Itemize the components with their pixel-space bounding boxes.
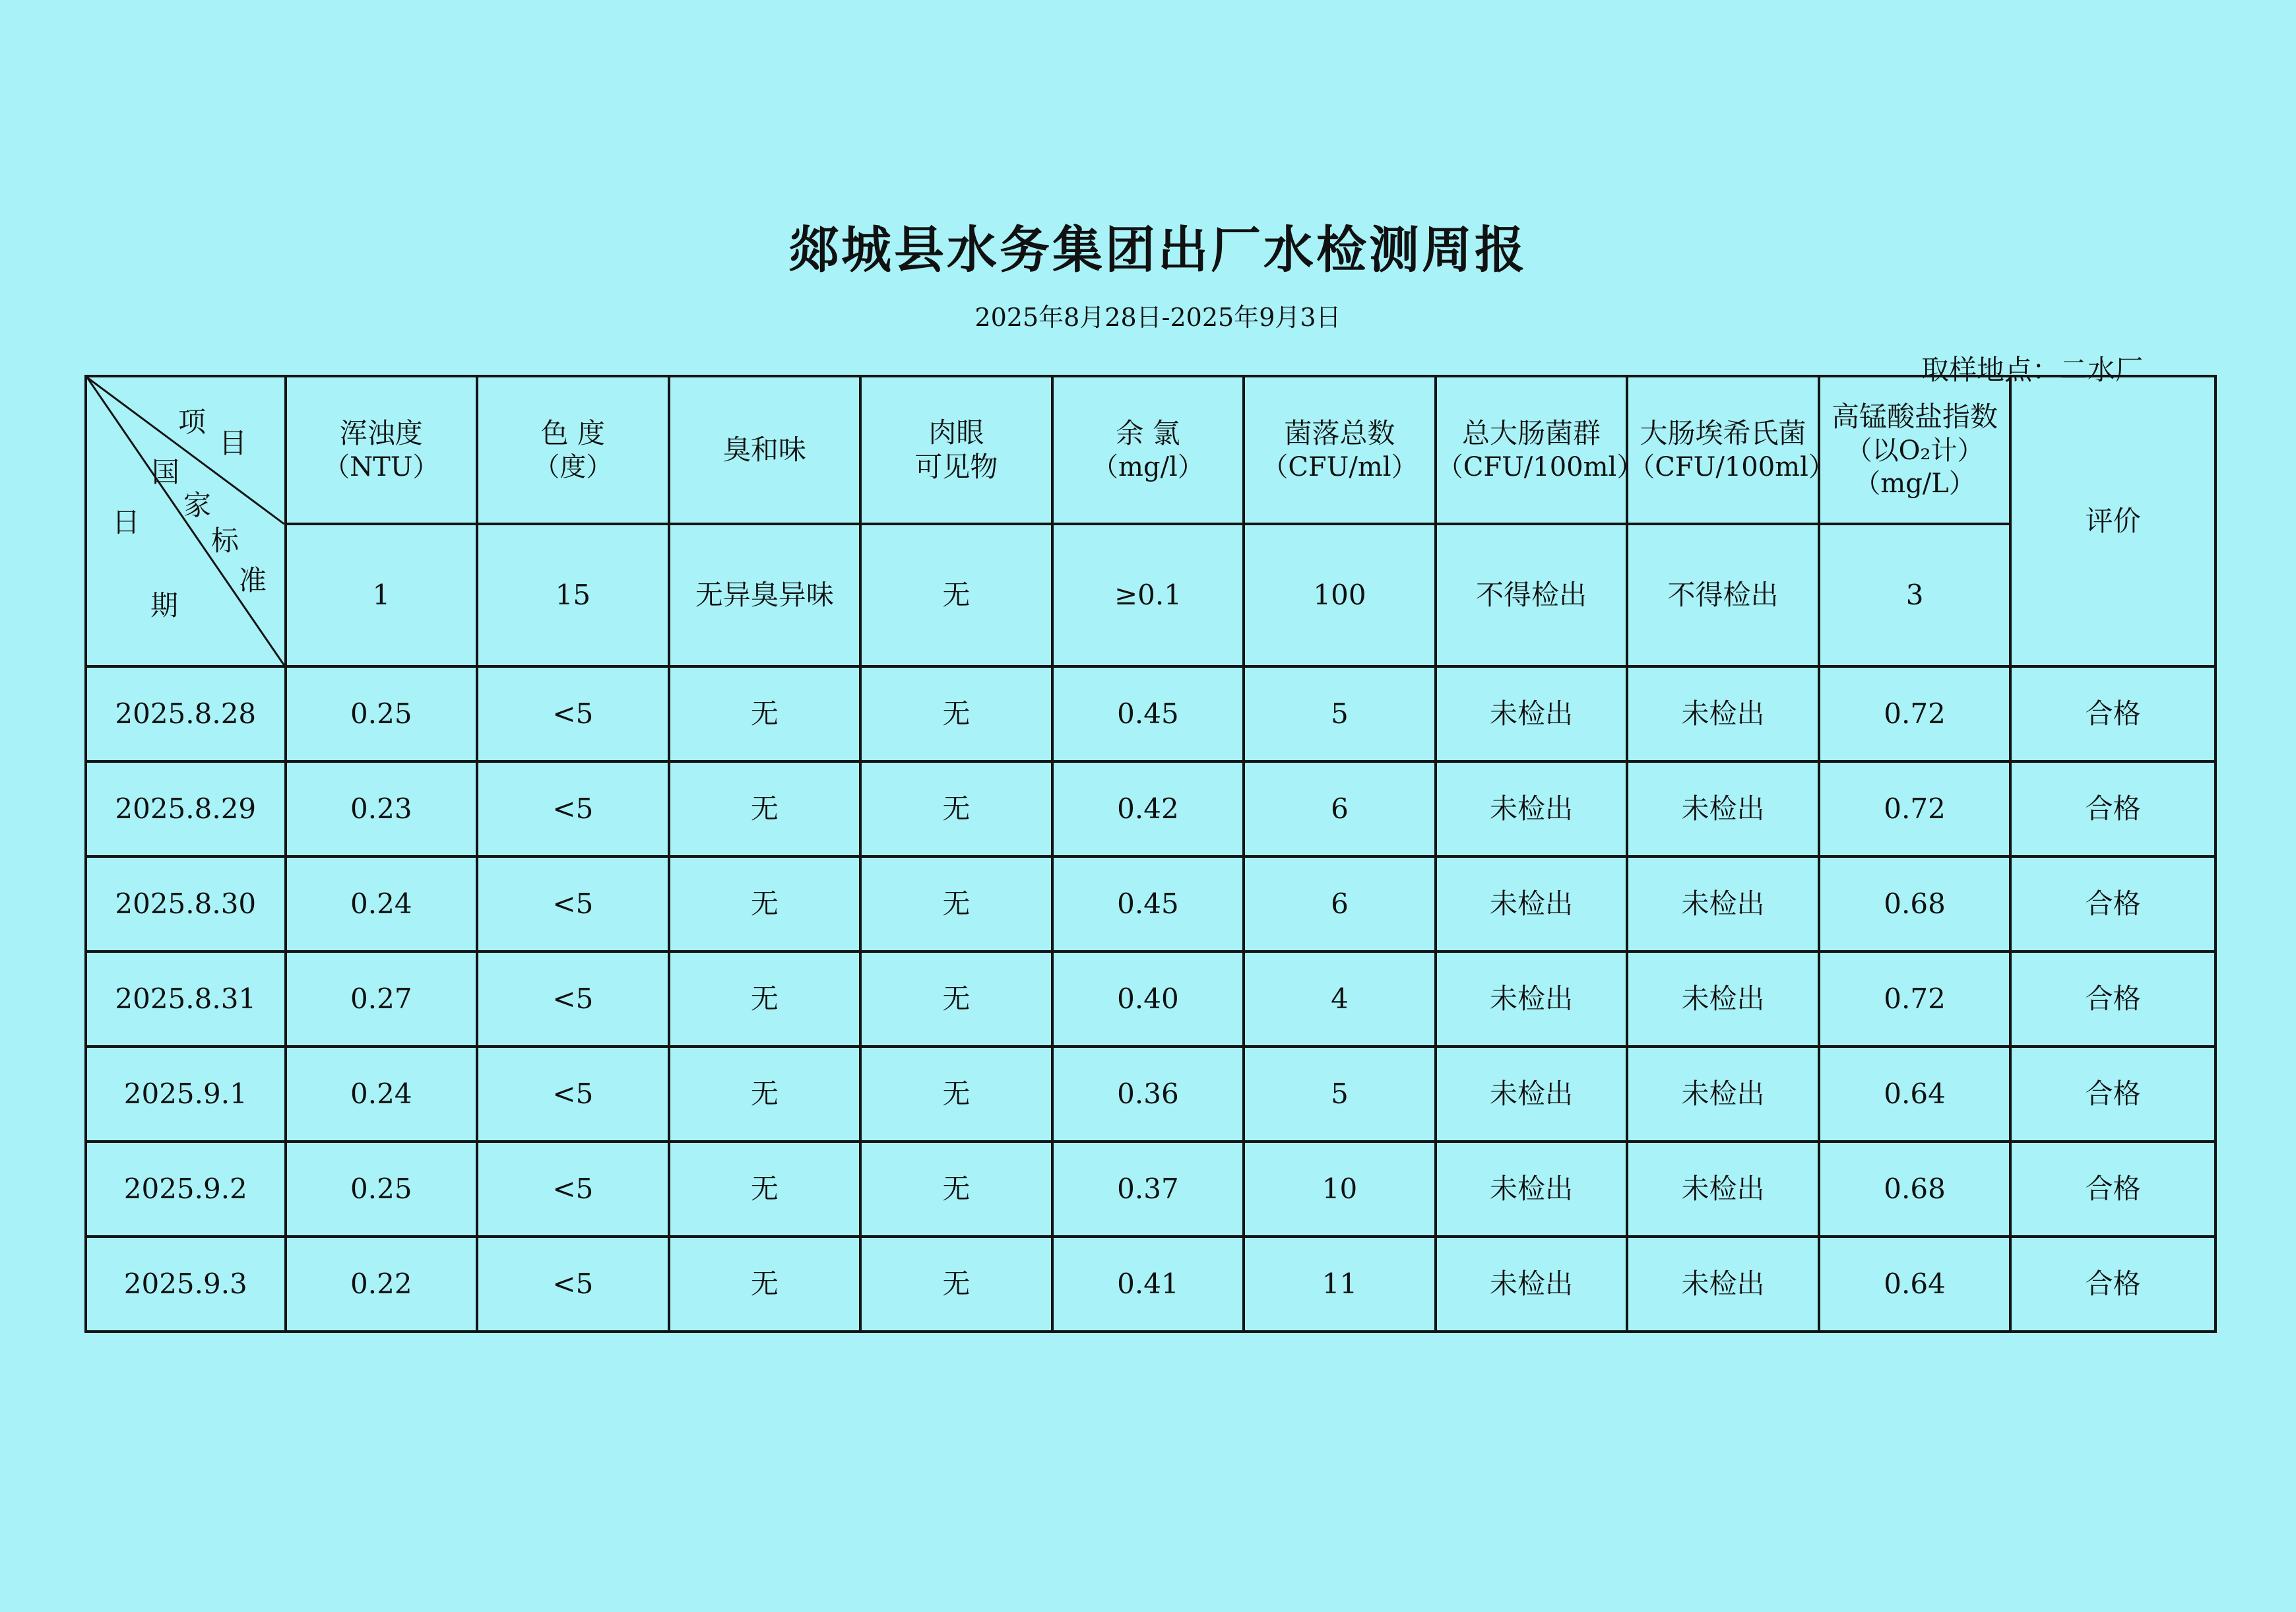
row-date: 2025.9.3	[86, 1237, 286, 1332]
row-evaluation: 合格	[2010, 856, 2216, 951]
turbidity-name: 浑浊度	[339, 416, 423, 449]
row-colony: 11	[1244, 1237, 1436, 1332]
row-evaluation: 合格	[2010, 761, 2216, 856]
row-color: <5	[477, 1047, 669, 1142]
header-row	[86, 376, 2216, 524]
visible-name: 肉眼	[928, 416, 984, 449]
row-chlorine: 0.41	[1052, 1237, 1244, 1332]
row-visible: 无	[860, 951, 1052, 1047]
row-color: <5	[477, 1237, 669, 1332]
row-colony: 6	[1244, 761, 1436, 856]
row-date: 2025.8.29	[86, 761, 286, 856]
row-colony: 4	[1244, 951, 1436, 1047]
row-coliform: 未检出	[1436, 666, 1628, 761]
standard-turbidity: 1	[286, 524, 478, 666]
row-chlorine: 0.45	[1052, 856, 1244, 951]
corner-date-label-a: 日	[112, 506, 141, 538]
row-color: <5	[477, 761, 669, 856]
row-chlorine: 0.40	[1052, 951, 1244, 1047]
row-permanganate: 0.68	[1819, 856, 2011, 951]
standard-row	[86, 524, 2216, 666]
row-permanganate: 0.64	[1819, 1237, 2011, 1332]
corner-std-label-a: 国	[152, 456, 180, 488]
row-odor: 无	[669, 761, 861, 856]
row-date: 2025.8.31	[86, 951, 286, 1047]
color-unit: （度）	[533, 452, 613, 483]
row-visible: 无	[860, 761, 1052, 856]
row-colony: 5	[1244, 666, 1436, 761]
row-turbidity: 0.22	[286, 1237, 478, 1332]
row-colony: 6	[1244, 856, 1436, 951]
row-color: <5	[477, 666, 669, 761]
row-turbidity: 0.24	[286, 856, 478, 951]
coliform-name: 总大肠菌群	[1461, 416, 1601, 449]
table-row	[86, 1142, 2216, 1237]
row-turbidity: 0.24	[286, 1047, 478, 1142]
standard-coliform: 不得检出	[1436, 524, 1628, 666]
water-quality-table	[84, 375, 2217, 1333]
row-ecoli: 未检出	[1627, 856, 1819, 951]
colony-unit: （CFU/ml）	[1261, 452, 1418, 483]
corner-item-label-a: 项	[178, 406, 207, 438]
sampling-location: 取样地点：二水厂	[1921, 354, 2143, 386]
visible-name-line2: 可见物	[914, 451, 998, 483]
row-odor: 无	[669, 666, 861, 761]
row-odor: 无	[669, 1142, 861, 1237]
row-evaluation: 合格	[2010, 1047, 2216, 1142]
row-evaluation: 合格	[2010, 666, 2216, 761]
ecoli-unit: （CFU/100ml）	[1628, 452, 1835, 483]
table-row	[86, 666, 2216, 761]
row-coliform: 未检出	[1436, 951, 1628, 1047]
row-odor: 无	[669, 1237, 861, 1332]
permanganate-name: 高锰酸盐指数	[1832, 400, 1998, 433]
row-chlorine: 0.42	[1052, 761, 1244, 856]
row-turbidity: 0.27	[286, 951, 478, 1047]
turbidity-unit: （NTU）	[323, 452, 439, 483]
standard-visible: 无	[860, 524, 1052, 666]
row-coliform: 未检出	[1436, 856, 1628, 951]
row-visible: 无	[860, 856, 1052, 951]
row-ecoli: 未检出	[1627, 1142, 1819, 1237]
row-date: 2025.9.2	[86, 1142, 286, 1237]
row-date: 2025.8.28	[86, 666, 286, 761]
table-row	[86, 1047, 2216, 1142]
header-evaluation: 评价	[2010, 376, 2216, 666]
corner-std-label-d: 准	[239, 564, 267, 596]
color-name: 色 度	[540, 416, 606, 449]
row-permanganate: 0.64	[1819, 1047, 2011, 1142]
permanganate-unit2: （mg/L）	[1854, 468, 1975, 500]
row-ecoli: 未检出	[1627, 761, 1819, 856]
report-date-range: 2025年8月28日-2025年9月3日	[974, 303, 1341, 332]
report-title: 郯城县水务集团出厂水检测周报	[788, 220, 1527, 279]
row-chlorine: 0.37	[1052, 1142, 1244, 1237]
corner-date-label-b: 期	[150, 589, 179, 622]
corner-std-label-b: 家	[183, 489, 212, 521]
row-ecoli: 未检出	[1627, 1237, 1819, 1332]
header-permanganate	[1819, 376, 2011, 524]
row-evaluation: 合格	[2010, 1237, 2216, 1332]
header-odor	[669, 376, 861, 524]
table-row	[86, 951, 2216, 1047]
corner-item-label-b: 目	[219, 427, 247, 459]
table-row	[86, 1237, 2216, 1332]
row-permanganate: 0.72	[1819, 951, 2011, 1047]
row-visible: 无	[860, 1237, 1052, 1332]
header-visible	[860, 376, 1052, 524]
chlorine-name: 余 氯	[1116, 416, 1180, 449]
row-coliform: 未检出	[1436, 1142, 1628, 1237]
row-color: <5	[477, 856, 669, 951]
standard-colony: 100	[1244, 524, 1436, 666]
row-ecoli: 未检出	[1627, 1047, 1819, 1142]
standard-color: 15	[477, 524, 669, 666]
header-ecoli	[1627, 376, 1835, 524]
row-turbidity: 0.25	[286, 666, 478, 761]
row-colony: 10	[1244, 1142, 1436, 1237]
colony-name: 菌落总数	[1284, 416, 1395, 449]
header-chlorine	[1052, 376, 1244, 524]
row-permanganate: 0.72	[1819, 666, 2011, 761]
permanganate-unit: （以O₂计）	[1845, 435, 1984, 467]
standard-chlorine: ≥0.1	[1052, 524, 1244, 666]
row-odor: 无	[669, 951, 861, 1047]
corner-std-label-c: 标	[211, 525, 239, 557]
standard-permanganate: 3	[1819, 524, 2011, 666]
row-evaluation: 合格	[2010, 951, 2216, 1047]
table-row	[86, 761, 2216, 856]
row-colony: 5	[1244, 1047, 1436, 1142]
table-row	[86, 856, 2216, 951]
header-color	[477, 376, 669, 524]
row-visible: 无	[860, 1047, 1052, 1142]
row-color: <5	[477, 951, 669, 1047]
row-odor: 无	[669, 856, 861, 951]
row-evaluation: 合格	[2010, 1142, 2216, 1237]
odor-name: 臭和味	[722, 433, 806, 466]
standard-ecoli: 不得检出	[1627, 524, 1819, 666]
row-permanganate: 0.68	[1819, 1142, 2011, 1237]
row-coliform: 未检出	[1436, 761, 1628, 856]
chlorine-unit: （mg/l）	[1092, 452, 1204, 483]
row-visible: 无	[860, 666, 1052, 761]
header-coliform	[1436, 376, 1643, 524]
row-date: 2025.8.30	[86, 856, 286, 951]
row-coliform: 未检出	[1436, 1047, 1628, 1142]
standard-odor: 无异臭异味	[669, 524, 861, 666]
row-chlorine: 0.45	[1052, 666, 1244, 761]
row-color: <5	[477, 1142, 669, 1237]
ecoli-name: 大肠埃希氏菌	[1640, 416, 1806, 449]
header-turbidity	[286, 376, 478, 524]
row-coliform: 未检出	[1436, 1237, 1628, 1332]
row-ecoli: 未检出	[1627, 951, 1819, 1047]
row-turbidity: 0.23	[286, 761, 478, 856]
row-turbidity: 0.25	[286, 1142, 478, 1237]
row-odor: 无	[669, 1047, 861, 1142]
row-visible: 无	[860, 1142, 1052, 1237]
header-colony	[1244, 376, 1436, 524]
coliform-unit: （CFU/100ml）	[1436, 452, 1643, 483]
row-ecoli: 未检出	[1627, 666, 1819, 761]
corner-header-cell	[86, 376, 286, 666]
row-permanganate: 0.72	[1819, 761, 2011, 856]
row-chlorine: 0.36	[1052, 1047, 1244, 1142]
row-date: 2025.9.1	[86, 1047, 286, 1142]
